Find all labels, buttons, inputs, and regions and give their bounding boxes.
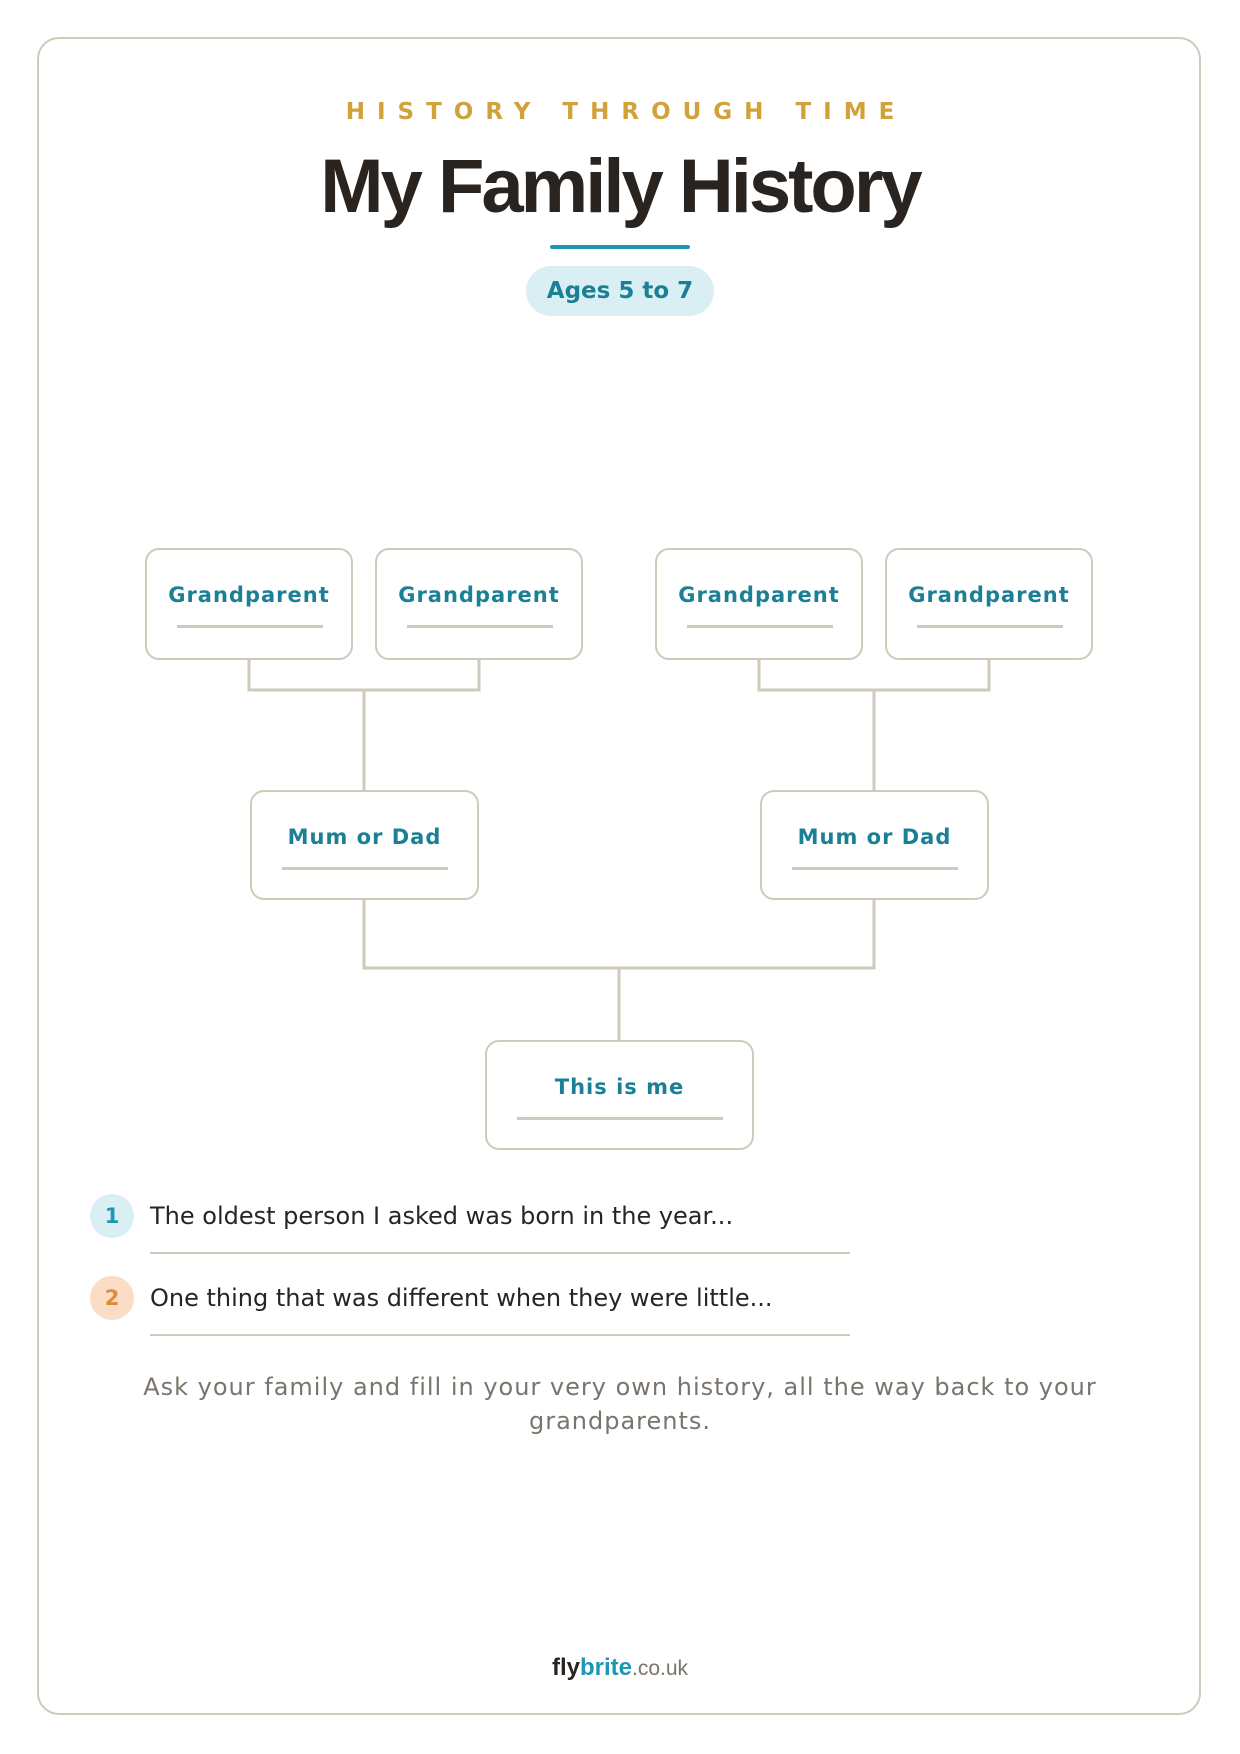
question-text-1: The oldest person I asked was born in the year... xyxy=(150,1202,734,1230)
grandparent-write-line-1[interactable] xyxy=(177,625,323,628)
grandparent-label-2: Grandparent xyxy=(398,583,560,607)
grandparent-label-1: Grandparent xyxy=(168,583,330,607)
answer-line-2[interactable] xyxy=(150,1334,850,1336)
brand-logo[interactable] xyxy=(0,1654,1240,1682)
parent-label-1: Mum or Dad xyxy=(287,825,442,849)
me-label: This is me xyxy=(554,1075,685,1099)
parent-box-1[interactable] xyxy=(250,790,479,900)
grandparent-label-4: Grandparent xyxy=(908,583,1070,607)
title-underline xyxy=(550,245,690,249)
brand-brite: brite xyxy=(579,1654,632,1681)
eyebrow-heading: HISTORY THROUGH TIME xyxy=(345,99,907,125)
grandparent-box-3[interactable] xyxy=(655,548,863,660)
age-badge: Ages 5 to 7 xyxy=(526,266,714,316)
answer-line-1[interactable] xyxy=(150,1252,850,1254)
brand-tld: .co.uk xyxy=(632,1657,689,1680)
parent-label-2: Mum or Dad xyxy=(797,825,952,849)
grandparent-write-line-4[interactable] xyxy=(917,625,1063,628)
parent-write-line-2[interactable] xyxy=(792,867,958,870)
grandparent-box-4[interactable] xyxy=(885,548,1093,660)
parent-write-line-1[interactable] xyxy=(282,867,448,870)
page-title: My Family History xyxy=(320,144,920,229)
question-number-2: 2 xyxy=(90,1276,134,1320)
parent-box-2[interactable] xyxy=(760,790,989,900)
grandparent-box-1[interactable] xyxy=(145,548,353,660)
grandparent-write-line-3[interactable] xyxy=(687,625,833,628)
question-number-1: 1 xyxy=(90,1194,134,1238)
grandparent-write-line-2[interactable] xyxy=(407,625,553,628)
grandparent-box-2[interactable] xyxy=(375,548,583,660)
me-write-line[interactable] xyxy=(517,1117,723,1120)
brand-fly: fly xyxy=(551,1654,580,1681)
me-box[interactable] xyxy=(485,1040,754,1150)
instructions-note: Ask your family and fill in your very own history, all the way back to your grandparents. xyxy=(143,1373,1097,1435)
question-text-2: One thing that was different when they were little... xyxy=(150,1284,773,1312)
grandparent-label-3: Grandparent xyxy=(678,583,840,607)
